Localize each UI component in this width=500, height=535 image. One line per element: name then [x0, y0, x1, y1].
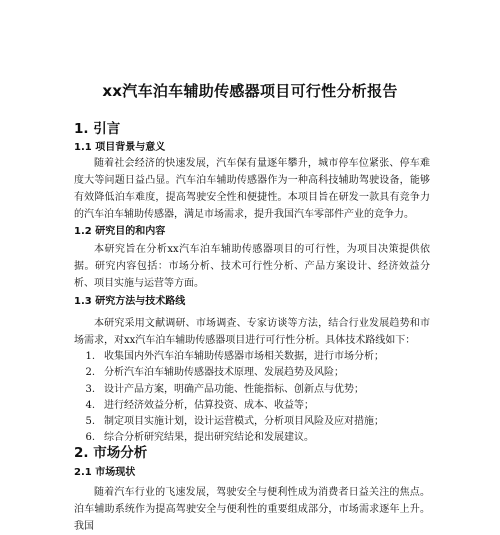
subsection-heading-background: 1.1 项目背景与意义 [74, 142, 166, 153]
list-item-text: 分析汽车泊车辅助传感器技术原理、发展趋势及风险； [104, 367, 344, 379]
list-item [74, 382, 430, 398]
subsection-heading-market-status: 2.1 市场现状 [74, 467, 136, 478]
list-item-number: 1. [85, 351, 95, 362]
list-item [74, 349, 430, 365]
list-item-text: 进行经济效益分析，估算投资、成本、收益等； [104, 399, 314, 411]
section-heading-introduction: 1. 引言 [74, 121, 121, 137]
list-item-text: 制定项目实施计划，设计运营模式，分析项目风险及应对措施； [104, 416, 384, 428]
technical-route-list [74, 349, 430, 447]
subsection-heading-purpose: 1.2 研究目的和内容 [74, 226, 166, 237]
section-heading-market-analysis: 2. 市场分析 [74, 445, 148, 461]
list-item [74, 414, 430, 430]
paragraph-market-status: 随着汽车行业的飞速发展，驾驶安全与便利性成为消费者日益关注的焦点。泊车辅助系统作为提高驾驶安全与便利性的重要组成部分，市场需求逐年上升。我国 [74, 487, 430, 532]
subsection-heading-methods: 1.3 研究方法与技术路线 [74, 296, 186, 307]
list-item-number: 6. [85, 432, 95, 444]
paragraph-methods: 本研究采用文献调研、市场调查、专家访谈等方法，结合行业发展趋势和市场需求，对xx汽车泊车辅助传感器项目进行可行性分析。具体技术路线如下： [74, 318, 430, 346]
list-item-number: 5. [85, 416, 95, 428]
document-title: xx汽车泊车辅助传感器项目可行性分析报告 [102, 82, 398, 100]
list-item-number: 4. [85, 399, 95, 411]
list-item [74, 398, 430, 414]
list-item-text: 综合分析研究结果，提出研究结论和发展建议。 [104, 432, 314, 444]
list-item-text: 设计产品方案，明确产品功能、性能指标、创新点与优势； [104, 383, 364, 395]
paragraph-purpose: 本研究旨在分析xx汽车泊车辅助传感器项目的可行性，为项目决策提供依据。研究内容包括：市场分析、技术可行性分析、产品方案设计、经济效益分析、项目实施与运营等方面。 [74, 244, 430, 289]
list-item [74, 365, 430, 381]
paragraph-background: 随着社会经济的快速发展，汽车保有量逐年攀升，城市停车位紧张、停车难度大等问题日益凸显。汽车泊车辅助传感器作为一种高科技辅助驾驶设备，能够有效降低泊车难度，提高驾驶安全性和便捷性。本项目旨在研发一款具有竞争力的汽车泊车辅助传感器，满足市场需求，提升我国汽车零部件产业的竞争力。 [74, 158, 430, 220]
list-item-number: 3. [85, 383, 95, 395]
list-item-text: 收集国内外汽车泊车辅助传感器市场相关数据，进行市场分析； [104, 351, 384, 362]
list-item-number: 2. [85, 367, 95, 379]
